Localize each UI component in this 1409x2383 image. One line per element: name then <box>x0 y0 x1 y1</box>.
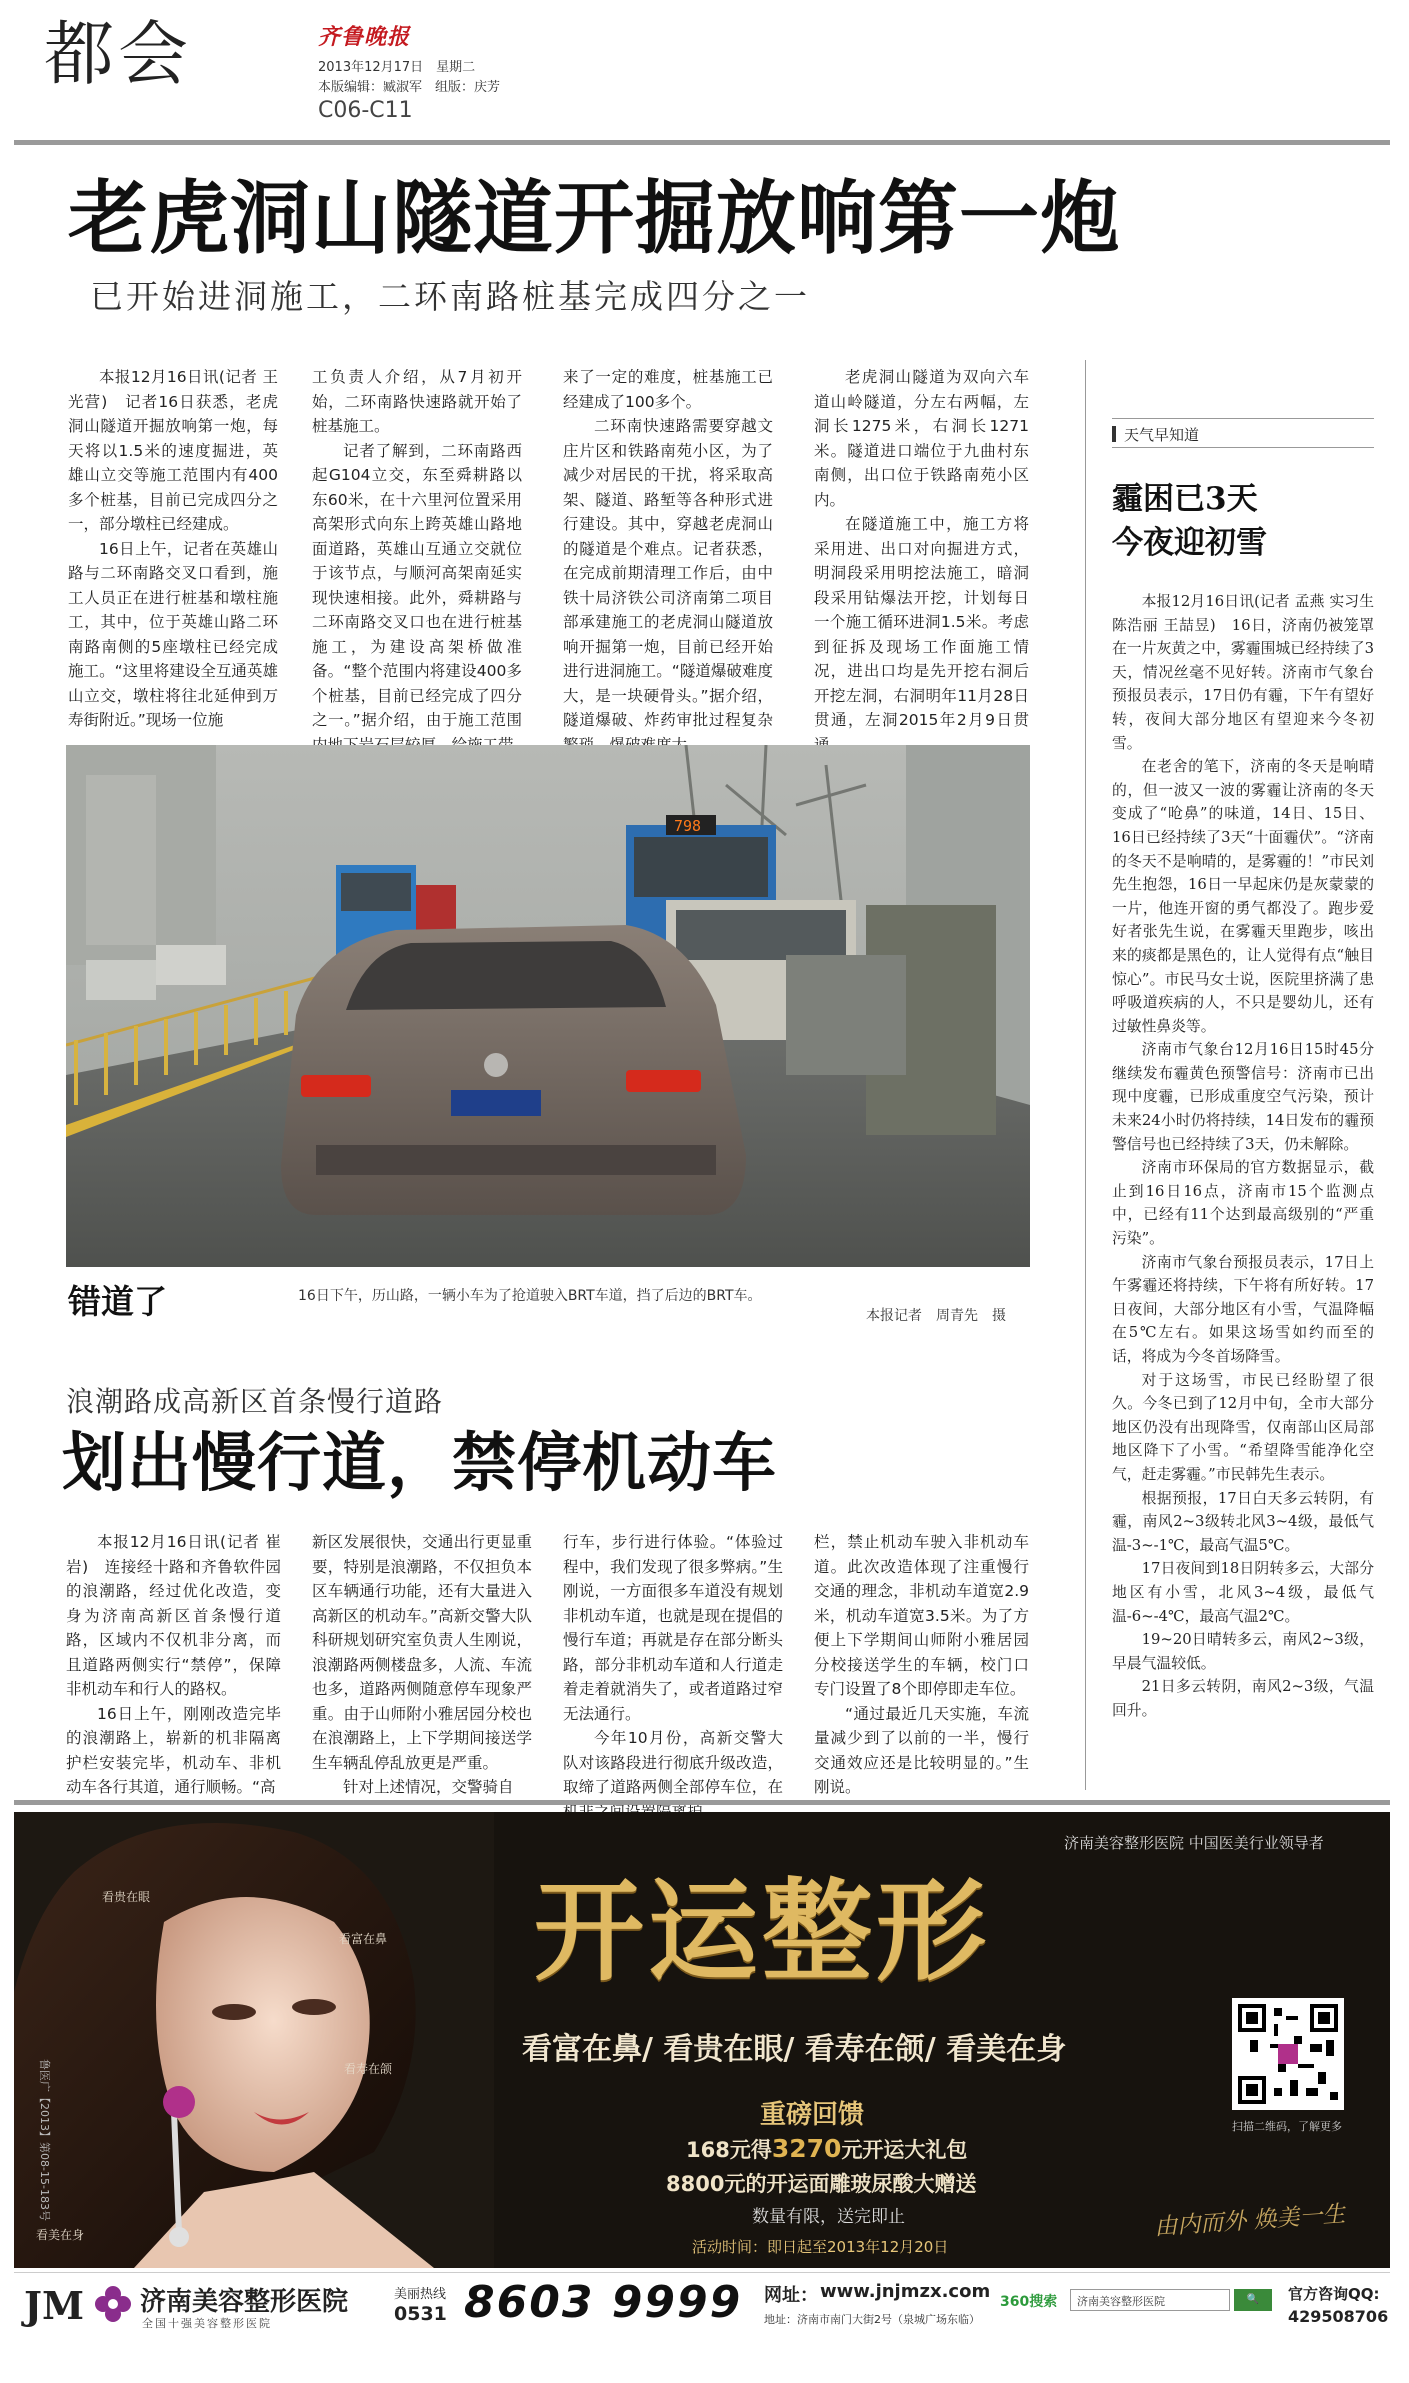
ad-offer-line1-highlight: 3270 <box>771 2134 842 2163</box>
ad-period: 活动时间：即日起至2013年12月20日 <box>692 2238 949 2256</box>
paper-logo: 齐鲁晚报 <box>318 24 411 50</box>
ad-offer-title: 重磅回馈 <box>760 2100 865 2130</box>
paragraph: 栏，禁止机动车驶入非机动车道。此次改造体现了注重慢行交通的理念，非机动车道宽2.9米，机动车道宽3.5米。为了方便上下学期间山师附小雅居园分校接送学生的车辆，校门口专门设置了8个即停即走车位。 <box>814 1533 1029 1698</box>
lead-column-2 <box>312 365 522 757</box>
paragraph: 19~20日晴转多云，南风2~3级，早晨气温较低。 <box>1112 1631 1374 1672</box>
paragraph: 来了一定的难度，桩基施工已经建成了100多个。 <box>563 368 773 411</box>
hotline-phone[interactable]: 8603 9999 <box>464 2277 743 2328</box>
web-url[interactable]: www.jnjmzx.com <box>820 2281 991 2302</box>
paragraph: 新区发展很快，交通出行更显重要，特别是浪潮路，不仅担负本区车辆通行功能，还有大量进入高新区的机动车。”高新交警大队科研规划研究室负责人生刚说，浪潮路两侧楼盘多，人流、车流也多，道路两侧随意停车现象严重。由于山师附小雅居园分校也在浪潮路上，上下学期间接送学生车辆乱停乱放更是严重。 <box>312 1533 532 1772</box>
ad-banner <box>14 1812 1390 2268</box>
hospital-address: 地址：济南市南门大街2号（泉城广场东临） <box>764 2313 980 2326</box>
ad-offer-line3: 数量有限，送完即止 <box>752 2207 905 2227</box>
second-column-3 <box>563 1530 783 1824</box>
weather-tag-marker <box>1112 426 1116 442</box>
qr-code-icon <box>1238 2004 1338 2104</box>
photo-credit: 本报记者 周青先 摄 <box>866 1308 1006 1324</box>
paragraph: 根据预报，17日白天多云转阴，有霾，南风2~3级转北风3~4级，最低气温-3~-1℃，最高气温5℃。 <box>1112 1489 1374 1554</box>
paragraph: 21日多云转阴，南风2~3级，气温回升。 <box>1112 1678 1374 1719</box>
paragraph: 济南市环保局的官方数据显示，截止到16日16点，济南市15个监测点中，已经有11个达到最高级别的“严重污染”。 <box>1112 1159 1374 1248</box>
hotline-area: 0531 <box>394 2303 447 2325</box>
sidebar-divider <box>1085 360 1086 1790</box>
paragraph: 16日上午，刚刚改造完毕的浪潮路上，崭新的机非隔离护栏安装完毕，机动车、非机动车各行其道，通行顺畅。“高 <box>66 1704 281 1796</box>
photo-label: 错道了 <box>68 1282 167 1321</box>
paragraph: 对于这场雪，市民已经盼望了很久。今冬已到了12月中旬，全市大部分地区仍没有出现降雪，仅南部山区局部地区降下了小雪。“希望降雪能净化空气，赶走雾霾。”市民韩先生表示。 <box>1112 1371 1374 1483</box>
paragraph: 济南市气象台12月16日15时45分继续发布霾黄色预警信号：济南市已出现中度霾，已形成重度空气污染，预计未来24小时仍将持续，14日发布的霾预警信号也已经持续了3天，仍未解除。 <box>1112 1041 1374 1153</box>
second-column-1 <box>66 1530 281 1800</box>
news-photo <box>66 745 1030 1267</box>
hospital-logo: JM <box>24 2283 85 2328</box>
paragraph: 针对上述情况，交警骑自 <box>343 1778 514 1796</box>
paragraph: 本报12月16日讯(记者 王光营) 记者16日获悉，老虎洞山隧道开掘放响第一炮，每天将以1.5米的速度掘进，英雄山立交等施工范围内有400多个桩基，目前已完成四分之一，部分墩柱已经建成。 <box>68 368 278 533</box>
paragraph: 济南市气象台预报员表示，17日上午雾霾还将持续，下午将有所好转。17日夜间，大部分地区有小雪，气温降幅在5℃左右。如果这场雪如约而至的话，将成为今冬首场降雪。 <box>1112 1253 1374 1365</box>
lead-headline: 老虎洞山隧道开掘放响第一炮 <box>68 171 1121 265</box>
paragraph: 记者了解到，二环南路西起G104立交，东至舜耕路以东60米，在十六里河位置采用高架形式向东上跨英雄山路地面道路，英雄山互通立交就位于该节点，与顺河高架南延实现快速相接。此外，舜耕路与二环南路交叉口也在进行桩基施工，为建设高架桥做准备。“整个范围内将建设400多个桩基，目前已经完成了四分之一。”据介绍，由于施工范围 <box>312 441 522 729</box>
paragraph: 17日夜间到18日阴转多云，大部分地区有小雪，北风3~4级，最低气温-6~-4℃，最高气温2℃。 <box>1112 1560 1374 1625</box>
search-query: 济南美容整形医院 <box>1077 2295 1165 2308</box>
qr-code[interactable] <box>1232 1998 1344 2110</box>
paragraph: 二环南快速路需要穿越文庄片区和铁路南苑小区，为了减少对居民的干扰，将采取高架、隧道、路堑等各种形式进行建设。其中，穿越老虎洞山的隧道是个难点。记者获悉，在完成前期清理工作后，由中铁十局济铁公司济南第二项目部承建施工的老虎洞山隧道放响开掘第一炮，目前已经开始进行进洞施工。“隧道爆破难度大，是一块硬骨头。”据介绍，隧道爆破、炸药审批过程复杂 <box>563 417 773 729</box>
ad-label-jaw: 看寿在颌 <box>344 2062 393 2076</box>
search-button[interactable] <box>1234 2289 1272 2311</box>
lead-column-3 <box>563 365 773 757</box>
paragraph: 在隧道施工中，施工方将采用进、出口对向掘进方式，明洞段采用明挖法施工，暗洞段采用钻爆法开挖，计划每日一个施工循环进洞1.5米。考虑到征拆及现场工作面施工情况，进出口均是先开挖右洞后开挖左洞，右洞明年11月28日贯通，左洞2015年2月9日贯 <box>814 515 1029 729</box>
lead-subhead: 已开始进洞施工，二环南路桩基完成四分之一 <box>90 277 810 316</box>
hotline-label: 美丽热线 <box>394 2287 447 2302</box>
paragraph: 行车，步行进行体验。“体验过程中，我们发现了很多弊病。”生刚说，一方面很多车道没有规划非机动车道，也就是现在提倡的慢行车道；再就是存在部分断头路，部分非机动车道和人行道走着走着就消失了，或者道路过窄无法通行。 <box>563 1533 783 1723</box>
photo-caption: 16日下午，历山路，一辆小车为了抢道驶入BRT车道，挡了后边的BRT车。 <box>298 1288 762 1304</box>
ad-license: 鲁医广【2013】第08-15-183号 <box>37 2059 51 2221</box>
lead-column-4 <box>814 365 1029 757</box>
ad-label-body: 看美在身 <box>36 2228 85 2242</box>
qq-label: 官方咨询QQ: <box>1288 2285 1380 2303</box>
web-label: 网址： <box>764 2285 818 2306</box>
second-kicker: 浪潮路成高新区首条慢行道路 <box>66 1385 444 1418</box>
weather-headline-1: 霾困已3天 <box>1112 481 1258 517</box>
ad-offer-line1-post: 元开运大礼包 <box>841 2138 968 2162</box>
lead-column-1 <box>68 365 278 733</box>
paragraph: 在老舍的笔下，济南的冬天是响晴的，但一波又一波的雾霾让济南的冬天变成了“呛鼻”的味道，14日、15日、16日已经持续了3天“十面霾伏”。“济南的冬天不是响晴的，是雾霾的！”市民刘先生抱怨，16日一早起床仍是灰蒙蒙的一片，他连开窗的勇气都没了。跑步爱好者张先生说，在雾霾天里跑步，咳出来的痰都是黑色的，让人觉得有点“触目惊心”。市民马女士说，医院里挤满了患呼吸道疾病的人，不只是婴幼儿，还有过敏性鼻炎等。 <box>1112 758 1374 1035</box>
section-title: 都会 <box>44 13 192 95</box>
weather-tag-label: 天气早知道 <box>1124 426 1200 444</box>
bus-number: 798 <box>674 817 702 835</box>
editors: 本版编辑：臧淑军 组版：庆芳 <box>318 80 501 95</box>
masthead-rule <box>14 140 1390 145</box>
weather-headline-2: 今夜迎初雪 <box>1112 525 1267 561</box>
paragraph: 16日上午，记者在英雄山路与二环南路交叉口看到，施工人员正在进行桩基和墩柱施工，其中，位于英雄山路二环南路南侧的5座墩柱已经完成施工。“这里将建设全互通英雄山立交，墩柱将往北延伸到万寿街附近。”现场一位施 <box>68 539 278 729</box>
paragraph: 老虎洞山隧道为双向六车道山岭隧道，分左右两幅，左洞长1275米，右洞长1271米。隧道进口端位于九曲村东南侧，出口位于铁路南苑小区内。 <box>814 368 1029 509</box>
qq-number[interactable]: 429508706 <box>1288 2307 1389 2326</box>
paragraph: 今年10月份，高新交警大队对该路段进行彻底升级改造，取缔了道路两侧全部停车位，在 <box>563 1729 783 1796</box>
weather-tag <box>1112 418 1374 448</box>
ad-offer-line1-pre: 168元得 <box>686 2138 772 2162</box>
paragraph: 本报12月16日讯(记者 崔岩) 连接经十路和齐鲁软件园的浪潮路，经过优化改造，变身为济南高新区首条慢行道路，区域内不仅机非分离，而且道路两侧实行“禁停”，保障非机动车和行人的路权。 <box>66 1533 281 1698</box>
second-column-4 <box>814 1530 1029 1800</box>
paragraph: 工负责人介绍，从7月初开始，二环南路快速路就开始了桩基施工。 <box>312 368 522 435</box>
search-box[interactable] <box>1070 2289 1230 2311</box>
hospital-name: 济南美容整形医院 <box>140 2287 349 2317</box>
ad-separator-rule <box>14 1800 1390 1805</box>
ad-offer-line2: 8800元的开运面雕玻尿酸大赠送 <box>666 2172 977 2196</box>
second-headline: 划出慢行道，禁停机动车 <box>62 1426 777 1501</box>
paragraph: “通过最近几天实施，车流量减少到了以前的一半，慢行交通效应还是比较明显的。”生刚说。 <box>814 1704 1029 1796</box>
second-column-2 <box>312 1530 532 1800</box>
ad-label-nose: 看富在鼻 <box>339 1932 388 1946</box>
issue-date: 2013年12月17日 星期二 <box>318 60 476 75</box>
hospital-subname: 全国十强美容整形医院 <box>142 2317 272 2330</box>
flower-icon <box>94 2285 132 2323</box>
ad-calligraphy: 由内而外 焕美一生 <box>1153 2201 1347 2241</box>
qr-caption: 扫描二维码，了解更多 <box>1232 2120 1342 2133</box>
paragraph: 本报12月16日讯(记者 孟燕 实习生 陈浩丽 王喆昱) 16日，济南仍被笼罩在一片灰黄之中，雾霾围城已经持续了3天，情况丝毫不见好转。济南市气象台预报员表示，17日仍有霾，下午有望好转，夜间大部分地区有望迎来今冬初雪。 <box>1112 593 1374 752</box>
ad-label-eye: 看贵在眼 <box>102 1890 151 1904</box>
model-portrait <box>14 1812 494 2268</box>
traffic-photo-illustration <box>66 745 1030 1267</box>
ad-top-tagline: 济南美容整形医院 中国医美行业领导者 <box>1064 1834 1324 1852</box>
search-icon: 🔍 <box>1246 2294 1260 2305</box>
page-range: C06-C11 <box>318 98 413 123</box>
ad-slogan: 看富在鼻/ 看贵在眼/ 看寿在颌/ 看美在身 <box>522 2032 1067 2067</box>
ad-title: 开运整形 <box>534 1867 990 1996</box>
ad-footer-bar <box>14 2272 1390 2336</box>
ad-offer-line1 <box>686 2134 967 2164</box>
search-brand: 360搜索 <box>1000 2294 1058 2310</box>
weather-column <box>1112 590 1374 1723</box>
